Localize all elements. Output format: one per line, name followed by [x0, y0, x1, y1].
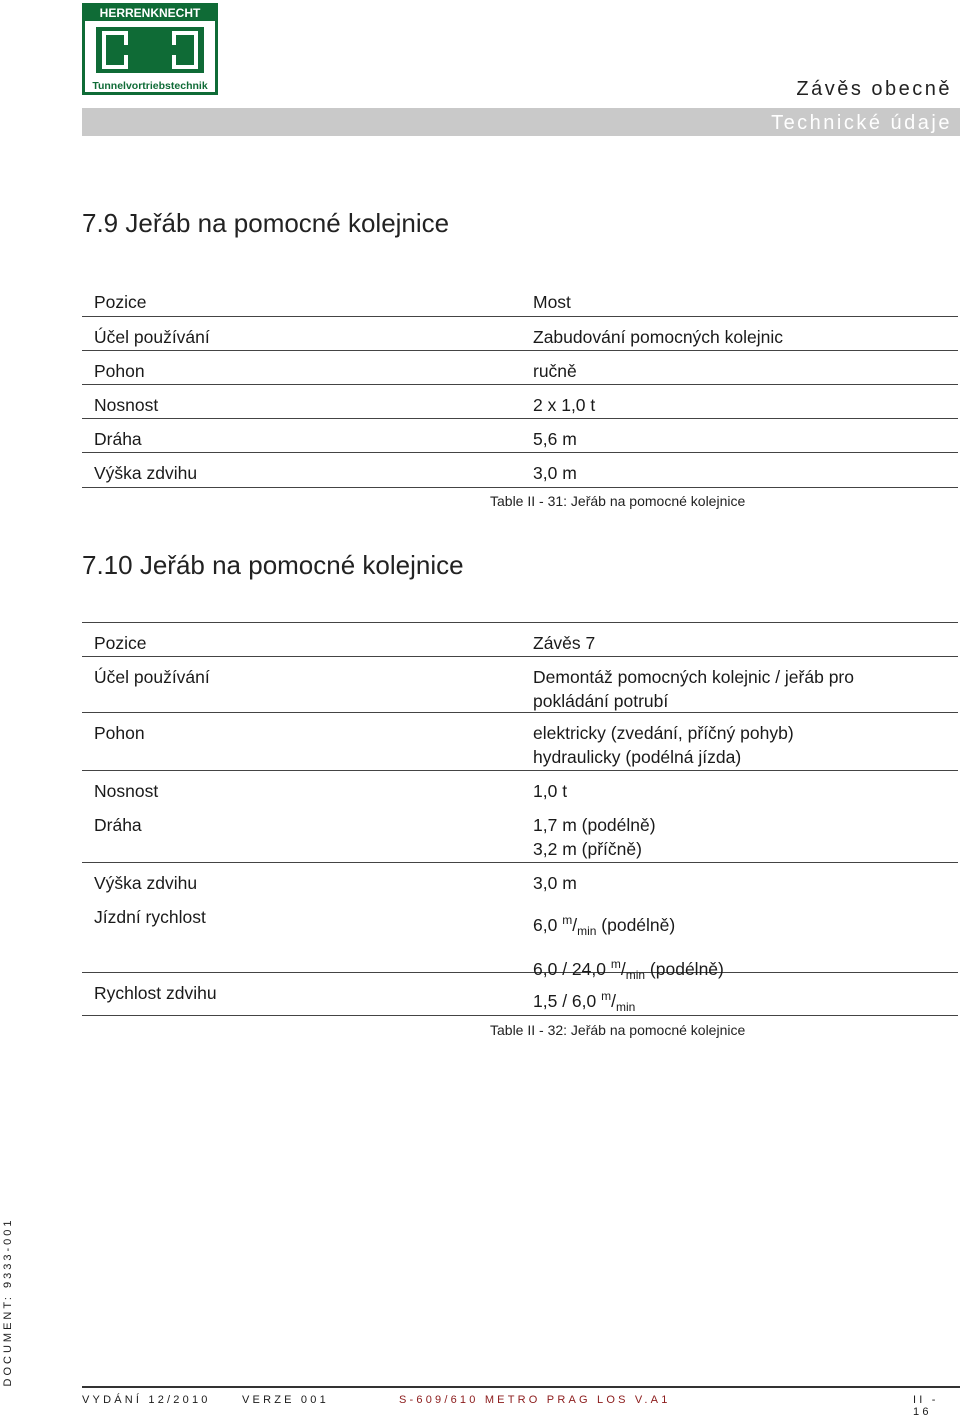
page-header-subtitle: Technické údaje — [771, 112, 952, 134]
footer-project: S-609/610 METRO PRAG LOS V.A1 — [399, 1394, 671, 1406]
footer-rule — [82, 1386, 960, 1388]
unit-numerator: m — [562, 913, 573, 927]
unit-numerator: m — [601, 989, 612, 1003]
table-row — [82, 771, 958, 805]
speed-number: 6,0 / 24,0 — [533, 959, 611, 979]
row-key: Pohon — [94, 361, 145, 381]
row-value-line: hydraulicky (podélná jízda) — [533, 747, 742, 767]
section-heading-7-10: 7.10 Jeřáb na pomocné kolejnice — [82, 550, 464, 580]
row-key: Pozice — [94, 292, 147, 312]
unit-denominator: min — [625, 968, 646, 982]
speed-value-2: 6,0 / 24,0 $^m/_{min}$ (podélně) — [533, 957, 724, 982]
row-value: 3,0 m — [533, 873, 577, 893]
logo-brand-text: HERRENKNECHT — [99, 6, 201, 20]
row-value: Zabudování pomocných kolejnic — [533, 327, 784, 347]
unit-numerator: m — [610, 957, 621, 971]
row-key: Účel používání — [94, 327, 210, 347]
row-key: Pohon — [94, 723, 145, 743]
row-value-line: 3,2 m (příčně) — [533, 839, 642, 859]
table-row — [82, 973, 958, 1016]
row-value-line: elektricky (zvedání, příčný pohyb) — [533, 723, 794, 743]
row-value-line: 1,7 m (podélně) — [533, 815, 656, 835]
row-value: Most — [533, 292, 571, 312]
row-key: Nosnost — [94, 781, 159, 801]
row-value-line: Demontáž pomocných kolejnic / jeřáb pro — [533, 667, 854, 687]
speed-number: 6,0 — [533, 915, 563, 935]
row-key: Jízdní rychlost — [94, 907, 206, 927]
table-row — [82, 385, 958, 419]
table-row — [82, 897, 958, 982]
row-value — [533, 813, 656, 861]
footer-page-number: II - 16 — [913, 1394, 939, 1418]
row-value: 1,5 / 6,0 $^m/_{min}$ — [533, 989, 636, 1014]
table-row — [82, 713, 958, 771]
lift-number: 1,5 / 6,0 — [533, 991, 602, 1011]
row-key: Pozice — [94, 633, 147, 653]
row-key: Výška zdvihu — [94, 873, 198, 893]
row-value-line: pokládání potrubí — [533, 691, 669, 711]
table-caption-31: Table II - 31: Jeřáb na pomocné kolejnice — [490, 493, 746, 509]
speed-note: (podélně) — [596, 915, 676, 935]
unit-denominator: min — [615, 1000, 636, 1014]
row-value — [533, 665, 854, 713]
footer-issue: VYDÁNÍ 12/2010 — [82, 1394, 211, 1406]
table-caption-32: Table II - 32: Jeřáb na pomocné kolejnice — [490, 1022, 746, 1038]
row-value: 5,6 m — [533, 429, 577, 449]
table-row — [82, 317, 958, 351]
table-row — [82, 622, 958, 657]
table-7-10 — [82, 622, 958, 1016]
table-7-9 — [82, 282, 958, 488]
row-key: Výška zdvihu — [94, 463, 198, 483]
unit-denominator: min — [577, 924, 597, 938]
row-key: Účel používání — [94, 667, 210, 687]
table-row — [82, 282, 958, 317]
row-key: Nosnost — [94, 395, 159, 415]
row-value: ručně — [533, 361, 577, 381]
speed-note: (podélně) — [645, 959, 724, 979]
footer-version: VERZE 001 — [242, 1394, 329, 1406]
page-header-title: Závěs obecně — [796, 78, 952, 100]
side-document-label-wrap — [0, 1217, 16, 1387]
table-row — [82, 419, 958, 453]
side-document-label: DOCUMENT: 9333-001 — [2, 1217, 14, 1387]
row-value: Závěs 7 — [533, 633, 596, 653]
row-key: Rychlost zdvihu — [94, 983, 217, 1003]
row-value: 1,0 t — [533, 781, 568, 801]
row-key: Dráha — [94, 429, 142, 449]
row-value: 2 x 1,0 t — [533, 395, 596, 415]
row-value — [533, 721, 794, 769]
table-row — [82, 805, 958, 863]
table-row — [82, 453, 958, 488]
row-key: Dráha — [94, 815, 142, 835]
logo-sub-text: Tunnelvortriebstechnik — [92, 80, 208, 92]
herrenknecht-logo — [82, 3, 218, 95]
speed-value-1: 6,0 $^m/_{min}$ (podélně) — [533, 913, 676, 938]
table-row — [82, 657, 958, 713]
row-value: 3,0 m — [533, 463, 577, 483]
section-heading-7-9: 7.9 Jeřáb na pomocné kolejnice — [82, 208, 450, 238]
table-row — [82, 351, 958, 385]
table-row — [82, 863, 958, 897]
